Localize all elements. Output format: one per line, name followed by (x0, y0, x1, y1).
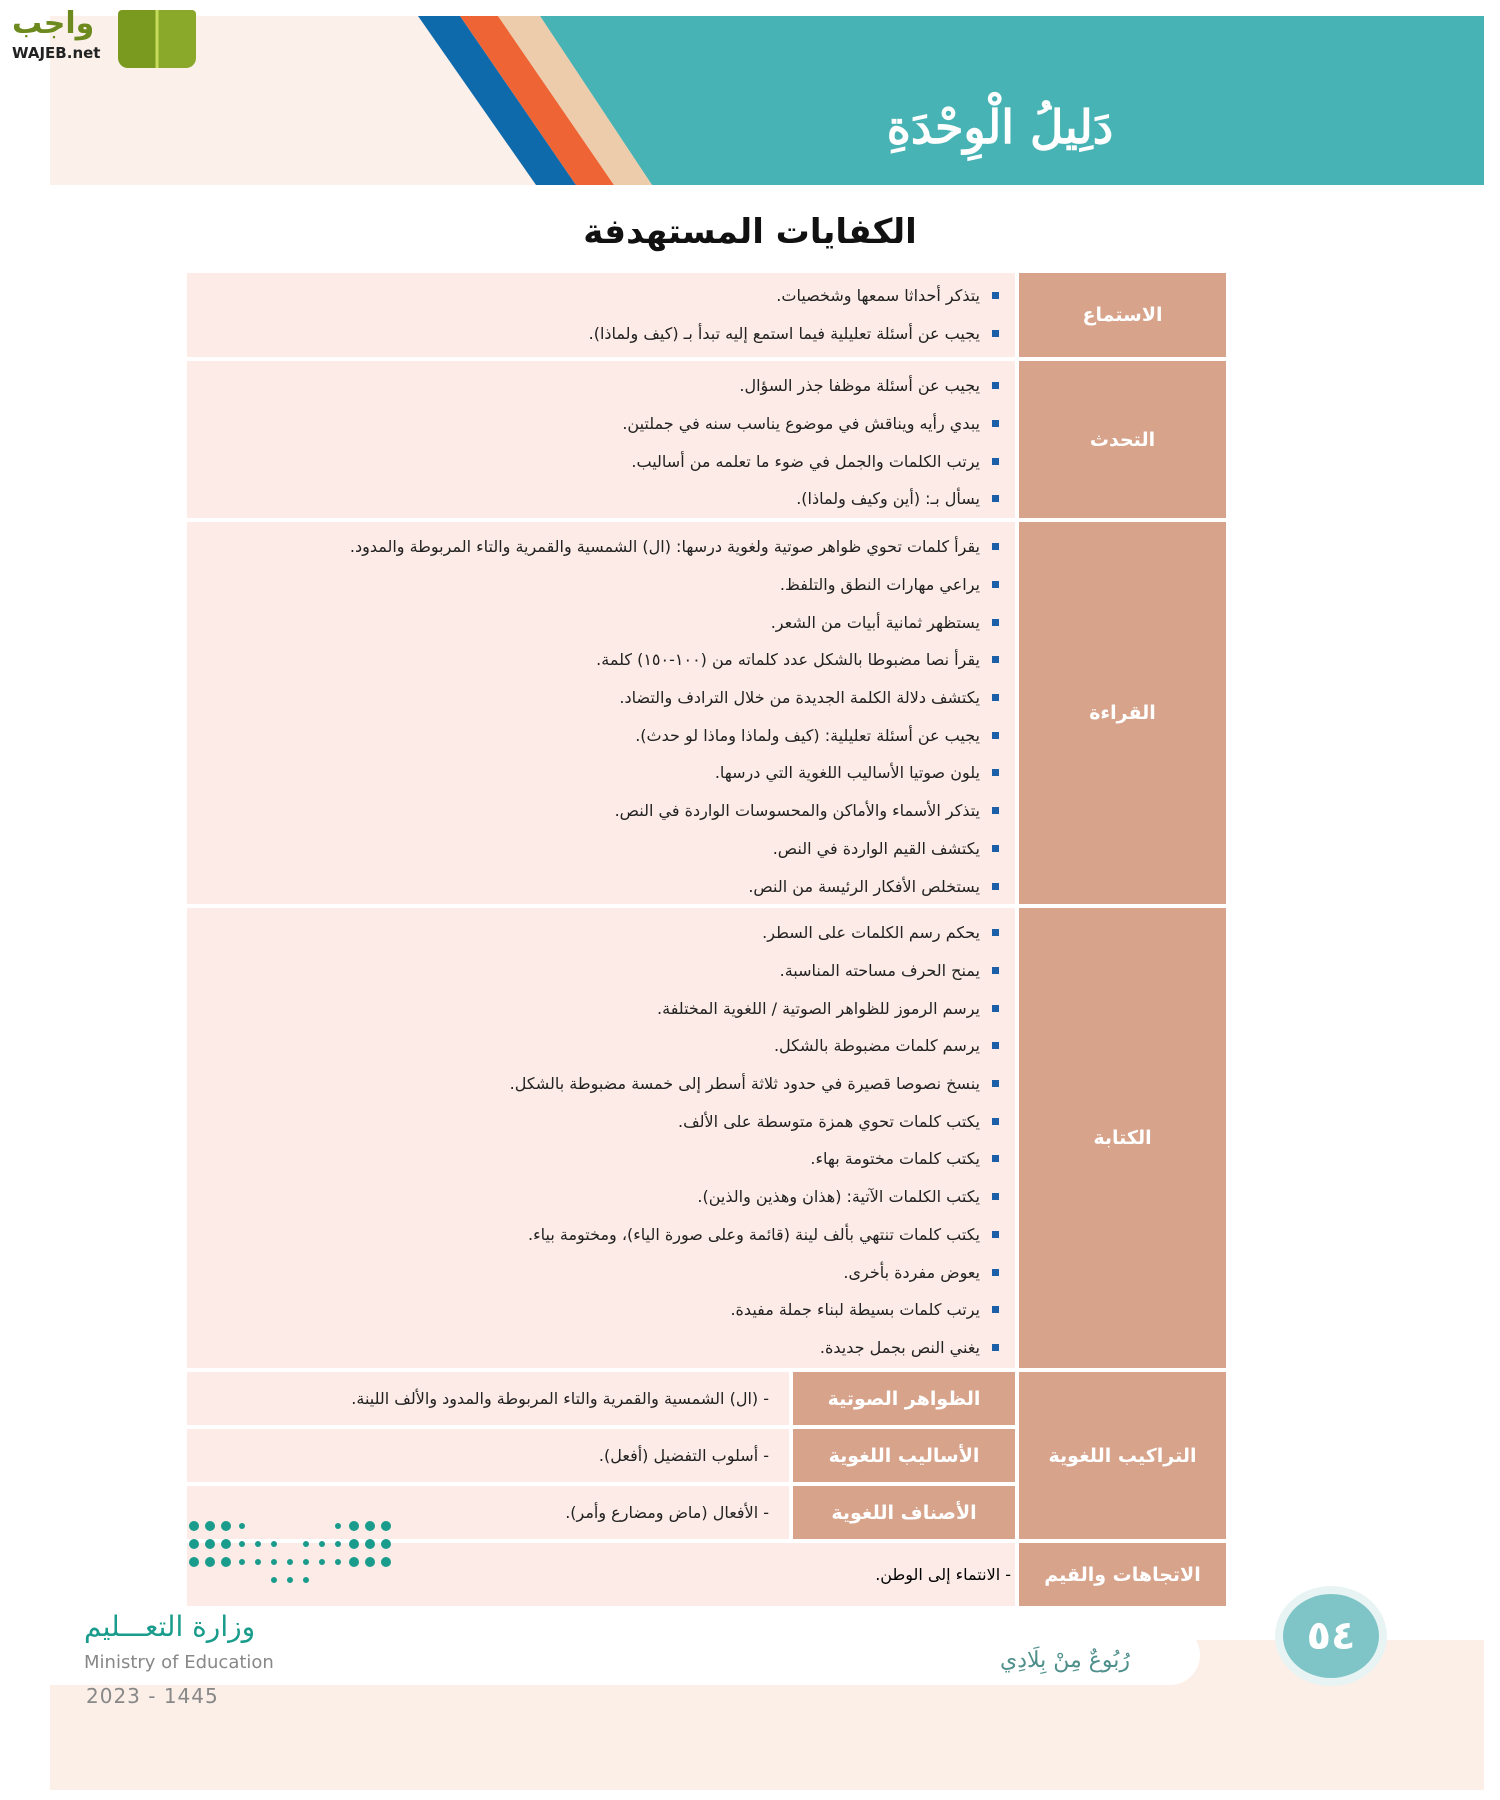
competency-text: يمنح الحرف مساحته المناسبة. (779, 961, 980, 981)
sub-text: - أسلوب التفضيل (أفعل). (187, 1429, 789, 1482)
bullet-icon (992, 732, 999, 739)
bullet-icon (992, 929, 999, 936)
bullet-icon (992, 581, 999, 588)
competency-item (197, 1140, 999, 1178)
competency-text: يلون صوتيا الأساليب اللغوية التي درسها. (714, 763, 980, 783)
competency-text: يراعي مهارات النطق والتلفظ. (779, 575, 980, 595)
competency-item (197, 1065, 999, 1103)
competency-text: يرسم الرموز للظواهر الصوتية / اللغوية المختلفة. (657, 998, 980, 1018)
bullet-icon (992, 619, 999, 626)
competency-item (197, 867, 999, 905)
competency-text: يقرأ كلمات تحوي ظواهر صوتية ولغوية درسها: (ال) الشمسية والقمرية والتاء المربوطة والمدود. (349, 537, 980, 557)
section-row (187, 273, 1226, 357)
competency-text: يكتب الكلمات الآتية: (هذان وهذين والذين). (697, 1187, 980, 1207)
logo-dot (221, 1557, 231, 1567)
logo-dot (271, 1577, 277, 1583)
logo-dot (349, 1539, 359, 1549)
logo-en: WAJEB.net (12, 44, 101, 62)
competency-item (197, 442, 999, 480)
bullet-icon (992, 769, 999, 776)
book-icon (118, 10, 196, 68)
sub-text: - (ال) الشمسية والقمرية والتاء المربوطة والمدود والألف اللينة. (187, 1372, 789, 1425)
values-text: - الانتماء إلى الوطن. (187, 1543, 1015, 1606)
logo-dot (287, 1577, 293, 1583)
logo-dot (365, 1521, 375, 1531)
competency-text: يتذكر أحداثا سمعها وشخصيات. (776, 286, 980, 306)
competency-item (197, 1216, 999, 1254)
competency-item (197, 1178, 999, 1216)
logo-dot (205, 1539, 215, 1549)
bullet-icon (992, 495, 999, 502)
sub-label: الأساليب اللغوية (793, 1429, 1015, 1482)
section-label: التراكيب اللغوية (1019, 1372, 1226, 1539)
bullet-icon (992, 382, 999, 389)
structure-subrow (187, 1429, 1015, 1482)
page-subtitle: الكفايات المستهدفة (583, 212, 917, 252)
sub-text: - الأفعال (ماض ومضارع وأمر). (187, 1486, 789, 1539)
section-items (187, 361, 1015, 518)
logo-dot (239, 1523, 245, 1529)
competency-text: يكتشف القيم الواردة في النص. (772, 838, 980, 858)
ministry-logo-dots-icon (188, 1518, 398, 1588)
sub-label: الأصناف اللغوية (793, 1486, 1015, 1539)
section-items (187, 522, 1015, 904)
section-row (187, 908, 1226, 1368)
section-label: القراءة (1019, 522, 1226, 904)
bullet-icon (992, 1193, 999, 1200)
competency-text: يعوض مفردة بأخرى. (843, 1262, 980, 1282)
competency-text: يرسم كلمات مضبوطة بالشكل. (773, 1036, 980, 1056)
competency-text: يكتب كلمات تنتهي بألف لينة (قائمة وعلى صورة الياء)، ومختومة بياء. (528, 1224, 980, 1244)
logo-ar: واجب (12, 6, 95, 41)
competency-item (197, 952, 999, 990)
logo-dot (221, 1521, 231, 1531)
logo-dot (205, 1521, 215, 1531)
bullet-icon (992, 694, 999, 701)
bullet-icon (992, 883, 999, 890)
competency-item (197, 1253, 999, 1291)
bullet-icon (992, 1306, 999, 1313)
competency-item (197, 1329, 999, 1367)
competency-text: يكتشف دلالة الكلمة الجديدة من خلال الترادف والتضاد. (619, 688, 980, 708)
bullet-icon (992, 292, 999, 299)
logo-dot (239, 1541, 245, 1547)
competency-text: يرتب الكلمات والجمل في ضوء ما تعلمه من أساليب. (631, 451, 980, 471)
bullet-icon (992, 330, 999, 337)
bullet-icon (992, 1005, 999, 1012)
logo-dot (335, 1559, 341, 1565)
logo-dot (349, 1557, 359, 1567)
logo-dot (271, 1559, 277, 1565)
logo-dot (303, 1577, 309, 1583)
ministry-name-ar: وزارة التعـــليم (84, 1610, 256, 1643)
logo-dot (189, 1521, 199, 1531)
logo-dot (303, 1559, 309, 1565)
competency-text: يتذكر الأسماء والأماكن والمحسوسات الواردة في النص. (614, 801, 980, 821)
bullet-icon (992, 420, 999, 427)
logo-dot (255, 1559, 261, 1565)
section-row (187, 522, 1226, 904)
section-label: التحدث (1019, 361, 1226, 518)
competency-item (197, 989, 999, 1027)
logo-dot (287, 1559, 293, 1565)
bullet-icon (992, 1344, 999, 1351)
bullet-icon (992, 845, 999, 852)
competency-text: يجيب عن أسئلة تعليلية فيما استمع إليه تبدأ بـ (كيف ولماذا). (588, 324, 980, 344)
bullet-icon (992, 807, 999, 814)
competency-text: يستخلص الأفكار الرئيسة من النص. (748, 876, 980, 896)
page-number: ٥٤ (1275, 1586, 1387, 1686)
series-title: رُبُوعٌ مِنْ بِلَادِي (1000, 1648, 1131, 1673)
competency-item (197, 641, 999, 679)
competency-text: يسأل بـ: (أين وكيف ولماذا). (796, 489, 980, 509)
competency-item (197, 792, 999, 830)
competency-item (197, 277, 999, 315)
structure-subrow (187, 1372, 1015, 1425)
logo-dot (205, 1557, 215, 1567)
section-row (187, 361, 1226, 518)
section-label: الاستماع (1019, 273, 1226, 357)
section-label: الاتجاهات والقيم (1019, 1543, 1226, 1606)
wajeb-logo[interactable] (10, 6, 190, 68)
bullet-icon (992, 1042, 999, 1049)
competency-text: يجيب عن أسئلة تعليلية: (كيف ولماذا وماذا لو حدث). (635, 725, 980, 745)
competency-item (197, 367, 999, 405)
competency-item (197, 528, 999, 566)
logo-dot (381, 1539, 391, 1549)
logo-dot (303, 1541, 309, 1547)
logo-dot (189, 1539, 199, 1549)
logo-dot (365, 1539, 375, 1549)
logo-dot (189, 1557, 199, 1567)
competency-text: يحكم رسم الكلمات على السطر. (762, 923, 980, 943)
competency-item (197, 603, 999, 641)
competency-text: يرتب كلمات بسيطة لبناء جملة مفيدة. (730, 1300, 980, 1320)
edition-year: 2023 - 1445 (86, 1684, 219, 1708)
logo-dot (335, 1523, 341, 1529)
logo-dot (239, 1559, 245, 1565)
logo-dot (381, 1521, 391, 1531)
unit-title: دَلِيلُ الْوِحْدَةِ (886, 100, 1114, 154)
bullet-icon (992, 967, 999, 974)
competency-item (197, 1291, 999, 1329)
competency-item (197, 480, 999, 518)
competencies-table (187, 273, 1226, 1610)
structures-subrows (187, 1372, 1015, 1539)
structures-row (187, 1372, 1226, 1539)
logo-dot (335, 1541, 341, 1547)
competency-item (197, 566, 999, 604)
competency-text: يكتب كلمات مختومة بهاء. (810, 1149, 980, 1169)
competency-text: يغني النص بجمل جديدة. (819, 1337, 980, 1357)
logo-dot (365, 1557, 375, 1567)
logo-dot (381, 1557, 391, 1567)
competency-item (197, 405, 999, 443)
competency-item (197, 914, 999, 952)
logo-dot (271, 1541, 277, 1547)
competency-text: يجيب عن أسئلة موظفا جذر السؤال. (739, 376, 980, 396)
bullet-icon (992, 1118, 999, 1125)
competency-item (197, 754, 999, 792)
ministry-name-en: Ministry of Education (84, 1652, 274, 1673)
bullet-icon (992, 1080, 999, 1087)
competency-item (197, 1102, 999, 1140)
logo-dot (319, 1541, 325, 1547)
bullet-icon (992, 1231, 999, 1238)
competency-text: يبدي رأيه ويناقش في موضوع يناسب سنه في جملتين. (622, 414, 980, 434)
bullet-icon (992, 458, 999, 465)
logo-dot (319, 1559, 325, 1565)
bullet-icon (992, 1269, 999, 1276)
competency-item (197, 716, 999, 754)
section-items (187, 273, 1015, 357)
competency-item (197, 315, 999, 353)
competency-text: يقرأ نصا مضبوطا بالشكل عدد كلماته من (١٠٠-١٥٠) كلمة. (596, 650, 980, 670)
competency-text: ينسخ نصوصا قصيرة في حدود ثلاثة أسطر إلى خمسة مضبوطة بالشكل. (509, 1074, 980, 1094)
bullet-icon (992, 656, 999, 663)
logo-dot (221, 1539, 231, 1549)
competency-item (197, 830, 999, 868)
bullet-icon (992, 1155, 999, 1162)
competency-item (197, 1027, 999, 1065)
section-items (187, 908, 1015, 1368)
competency-text: يستظهر ثمانية أبيات من الشعر. (770, 612, 980, 632)
section-label: الكتابة (1019, 908, 1226, 1368)
logo-dot (349, 1521, 359, 1531)
sub-label: الظواهر الصوتية (793, 1372, 1015, 1425)
competency-item (197, 679, 999, 717)
competency-text: يكتب كلمات تحوي همزة متوسطة على الألف. (678, 1111, 980, 1131)
logo-dot (255, 1541, 261, 1547)
bullet-icon (992, 543, 999, 550)
